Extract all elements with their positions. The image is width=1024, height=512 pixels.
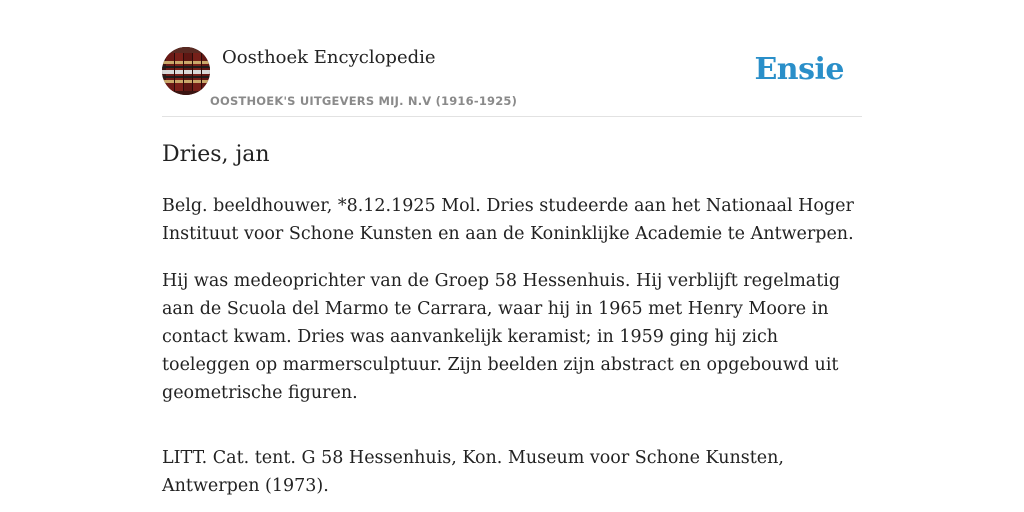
source-subtitle: OOSTHOEK'S UITGEVERS MIJ. N.V (1916-1925) — [210, 94, 518, 108]
literature-reference: LITT. Cat. tent. G 58 Hessenhuis, Kon. Museum voor Schone Kunsten, Antwerpen (1973). — [162, 448, 784, 496]
source-header — [162, 46, 862, 117]
article-title: Dries, jan — [162, 142, 270, 167]
source-avatar[interactable] — [162, 47, 210, 95]
source-title[interactable]: Oosthoek Encyclopedie — [222, 47, 436, 68]
book-spines-icon — [162, 47, 210, 95]
article-paragraph: Belg. beeldhouwer, *8.12.1925 Mol. Dries studeerde aan het Nationaal Hoger Instituut voor Schone Kunsten en aan de Koninklijke Academie te Antwerpen. — [162, 196, 854, 244]
brand-logo[interactable]: Ensie — [754, 52, 844, 87]
article-paragraph: Hij was medeoprichter van de Groep 58 Hessenhuis. Hij verblijft regelmatig aan de Scuola del Marmo te Carrara, waar hij in 1965 met Henry Moore in contact kwam. Dries was aanvankelijk keramist; in 1959 ging hij zich toeleggen op marmersculptuur. Zijn beelden zijn abstract en opgebouwd uit geometrische figuren. — [162, 271, 841, 403]
article-body — [162, 192, 862, 512]
